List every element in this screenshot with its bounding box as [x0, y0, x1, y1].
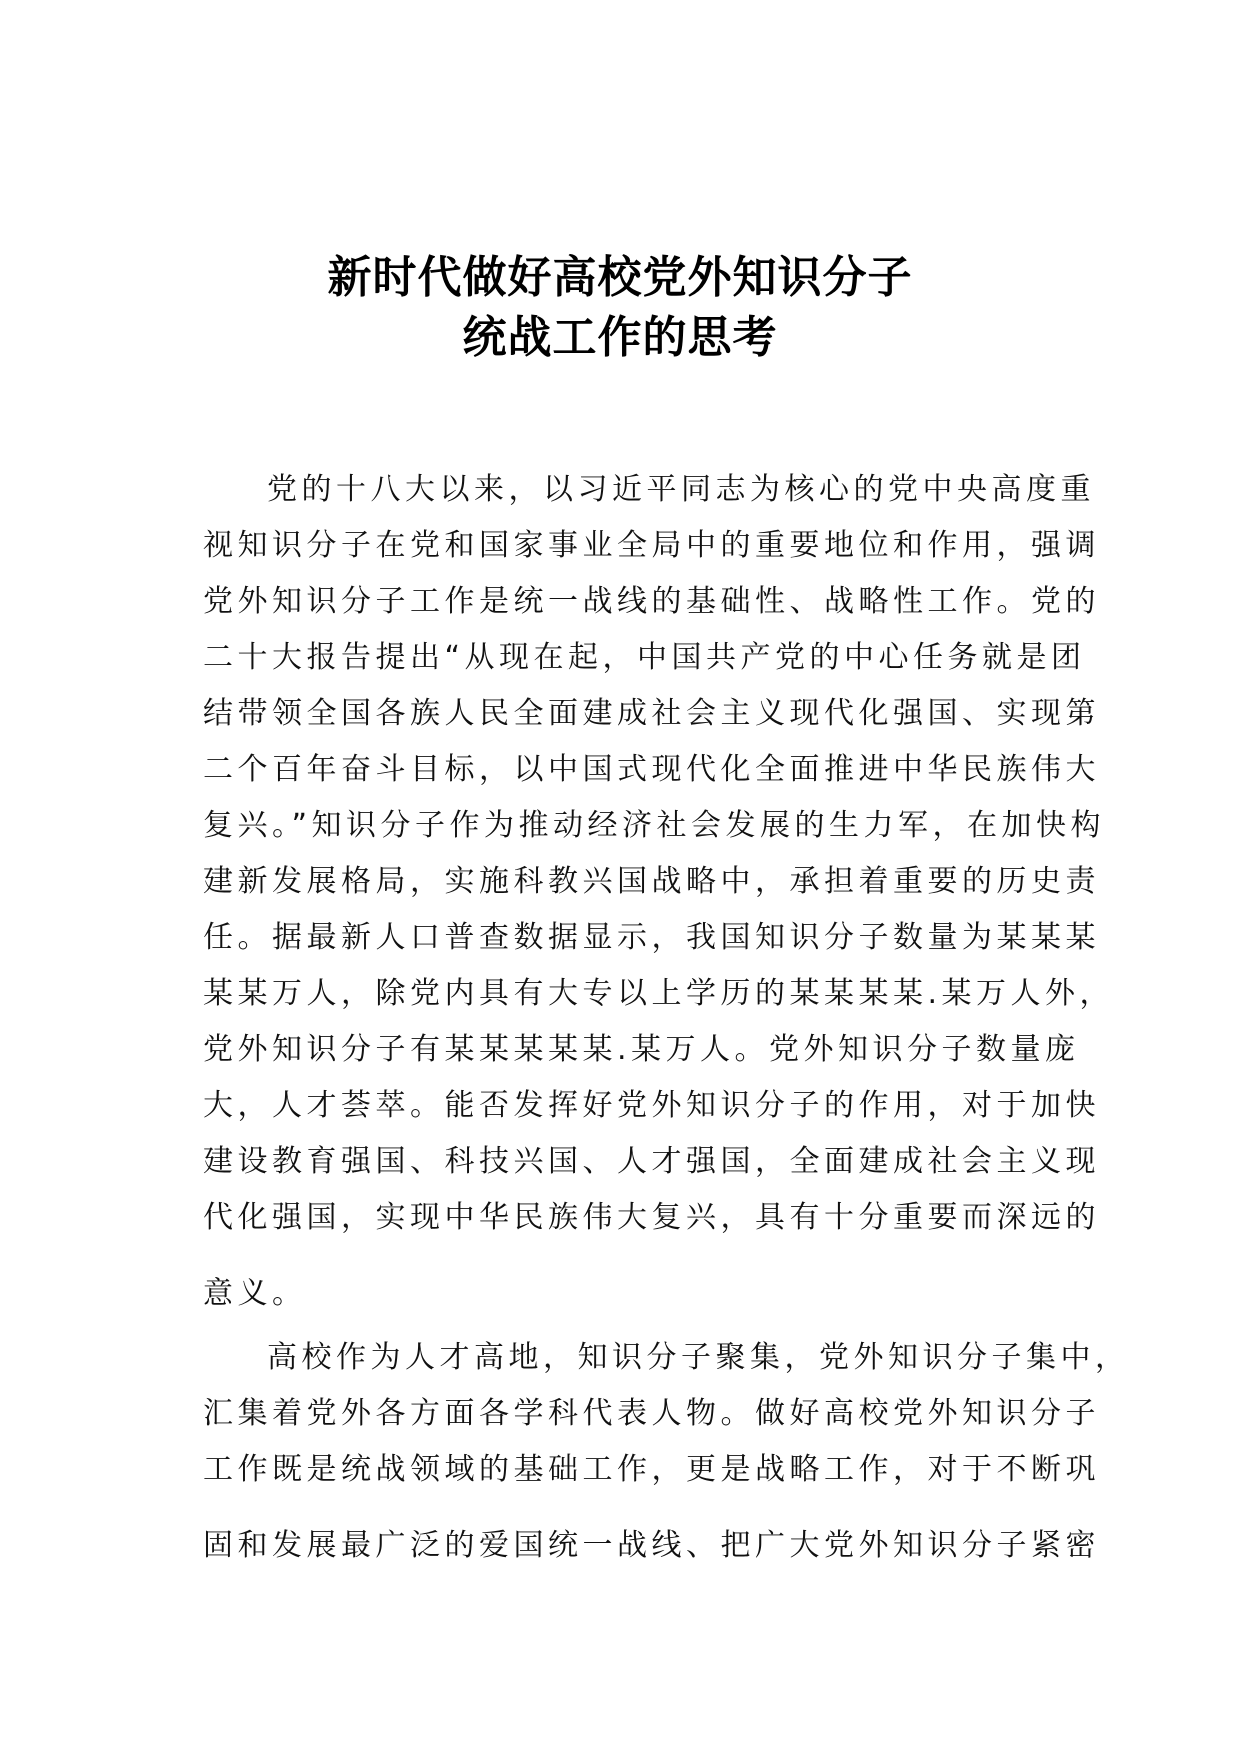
paragraph-line: 复兴。”知识分子作为推动经济社会发展的生力军，在加快构: [203, 808, 1106, 843]
paragraph-line: 固和发展最广泛的爱国统一战线、把广大党外知识分子紧密: [203, 1528, 1100, 1563]
paragraph-line: 高校作为人才高地，知识分子聚集，党外知识分子集中，: [267, 1340, 1130, 1375]
paragraph-2: [203, 1330, 1130, 1574]
paragraph-line: 任。据最新人口普查数据显示，我国知识分子数量为某某某: [203, 920, 1100, 955]
paragraph-line: 党外知识分子有某某某某某.某万人。党外知识分子数量庞: [203, 1032, 1080, 1067]
paragraph-line: 汇集着党外各方面各学科代表人物。做好高校党外知识分子: [203, 1396, 1100, 1431]
paragraph-line: 工作既是统战领域的基础工作，更是战略工作，对于不断巩: [203, 1452, 1100, 1487]
paragraph-line: 大，人才荟萃。能否发挥好党外知识分子的作用，对于加快: [203, 1088, 1100, 1123]
paragraph-line: 结带领全国各族人民全面建成社会主义现代化强国、实现第: [203, 696, 1100, 731]
paragraph-1: [203, 462, 1115, 1322]
paragraph-line: 视知识分子在党和国家事业全局中的重要地位和作用，强调: [203, 528, 1100, 563]
paragraph-line: 建设教育强国、科技兴国、人才强国，全面建成社会主义现: [203, 1144, 1100, 1179]
paragraph-line: 党的十八大以来，以习近平同志为核心的党中央高度重: [267, 472, 1095, 507]
paragraph-line: 代化强国，实现中华民族伟大复兴，具有十分重要而深远的: [203, 1200, 1100, 1235]
paragraph-line: 二十大报告提出“从现在起，中国共产党的中心任务就是团: [203, 640, 1086, 675]
paragraph-line: 意义。: [203, 1276, 307, 1311]
paragraph-line: 党外知识分子工作是统一战线的基础性、战略性工作。党的: [203, 584, 1100, 619]
title-line-2: 统战工作的思考: [462, 312, 778, 363]
paragraph-line: 建新发展格局，实施科教兴国战略中，承担着重要的历史责: [203, 864, 1100, 899]
document-body: [203, 462, 1130, 1574]
paragraph-line: 二个百年奋斗目标，以中国式现代化全面推进中华民族伟大: [203, 752, 1100, 787]
title-line-1: 新时代做好高校党外知识分子: [327, 252, 913, 303]
paragraph-line: 某某万人，除党内具有大专以上学历的某某某某.某万人外，: [203, 976, 1115, 1011]
document-title: [0, 248, 1240, 368]
